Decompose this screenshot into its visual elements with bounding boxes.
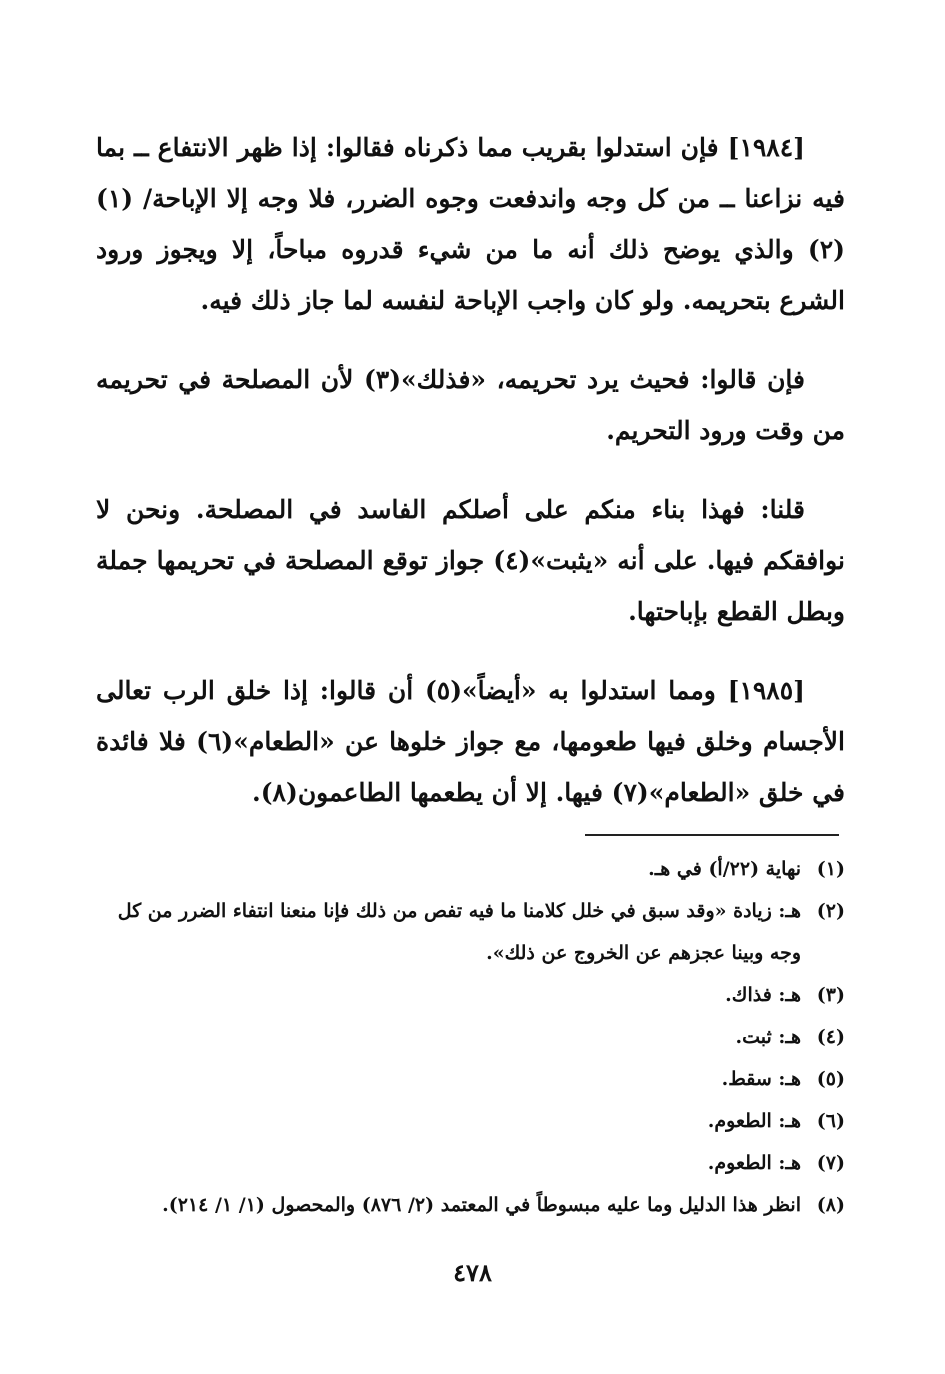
footnote-number: (١) [816,858,845,880]
footnote-item [96,1100,845,1142]
footnote-item [96,1184,845,1226]
footnote-text: هـ: ثبت. [735,1026,801,1048]
footnote-text: هـ: الطعوم. [707,1152,801,1174]
footnote-separator [585,834,839,836]
footnote-number: (٢) [816,900,845,922]
footnote-item [96,1142,845,1184]
main-text [96,122,845,846]
footnote-number: (٥) [816,1068,845,1090]
footnote-text: هـ: الطعوم. [707,1110,801,1132]
paragraph-reply: قلنا: فهذا بناء منكم على أصلكم الفاسد في المصلحة. ونحن لا نوافقكم فيها. على أنه «يثبت»(٤) جواز توقع المصلحة في تحريمها جملة وبطل القطع بإباحتها. [96,495,845,626]
footnote-number: (٦) [816,1110,845,1132]
footnotes [96,848,845,1226]
footnote-item [96,1058,845,1100]
footnote-number: (٨) [816,1194,845,1216]
footnote-text: هـ: فذاك. [725,984,801,1006]
page-number: ٤٧٨ [453,1258,492,1287]
footnote-number: (٧) [816,1152,845,1174]
paragraph-1985: [١٩٨٥] ومما استدلوا به «أيضاً»(٥) أن قالوا: إذا خلق الرب تعالى الأجسام وخلق فيها طعومها، مع جواز خلوها عن «الطعام»(٦) فلا فائدة في خلق «الطعام»(٧) فيها. إلا أن يطعمها الطاعمون(٨). [96,676,845,807]
footnote-text: انظر هذا الدليل وما عليه مبسوطاً في المعتمد (٢/ ٨٧٦) والمحصول (١/ ١/ ٢١٤). [162,1194,801,1216]
footnote-text: هـ: زيادة «وقد سبق في خلل كلامنا ما فيه تفص من ذلك فإنا منعنا انتفاء الضرر من كل وجه وبينا عجزهم عن الخروج عن ذلك». [117,900,801,964]
footnote-text: نهاية (٢٢/أ) في هـ. [648,858,801,880]
footnote-text: هـ: سقط. [721,1068,801,1090]
footnote-item [96,890,845,974]
footnote-number: (٣) [816,984,845,1006]
footnote-item [96,974,845,1016]
paragraph-1984: [١٩٨٤] فإن استدلوا بقريب مما ذكرناه فقالوا: إذا ظهر الانتفاع ــ بما فيه نزاعنا ــ من كل وجه واندفعت وجوه الضرر، فلا وجه إلا الإباحة/ (١)(٢) والذي يوضح ذلك أنه ما من شيء قدروه مباحاً، إلا ويجوز ورود الشرع بتحريمه. ولو كان واجب الإباحة لنفسه لما جاز ذلك فيه. [96,133,845,315]
paragraph-objection: فإن قالوا: فحيث يرد تحريمه، «فذلك»(٣) لأن المصلحة في تحريمه من وقت ورود التحريم. [96,365,845,445]
footnote-item [96,1016,845,1058]
footnote-item [96,848,845,890]
footnote-number: (٤) [816,1026,845,1048]
